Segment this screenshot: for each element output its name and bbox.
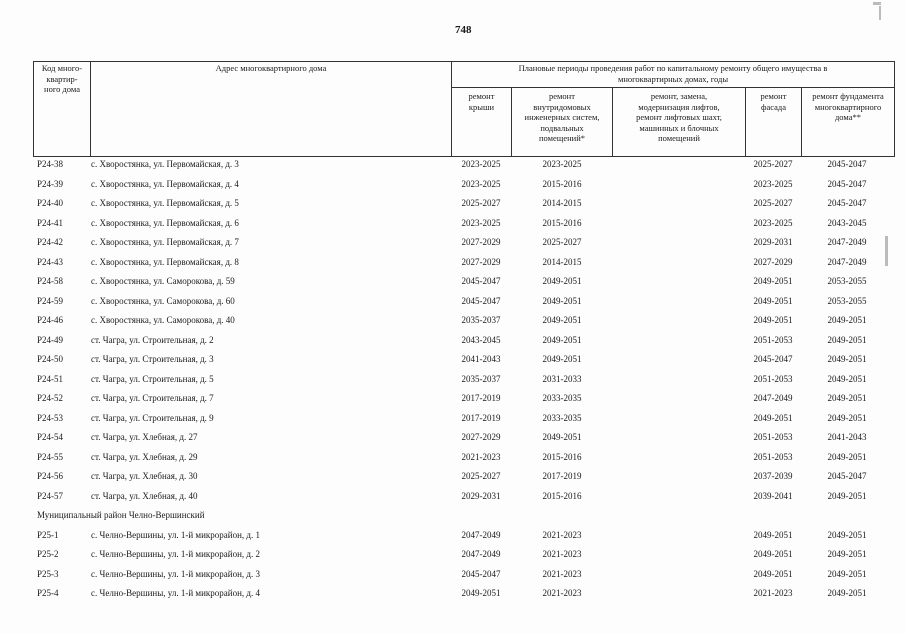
cell-roof: 2029-2031 — [461, 490, 501, 501]
cell-foundation: 2049-2051 — [827, 588, 867, 598]
cell-address: с. Хворостянка, ул. Первомайская, д. 7 — [91, 237, 239, 247]
cell-code: Р24-59 — [37, 295, 64, 306]
table-row — [33, 234, 895, 254]
cell-address: с. Хворостянка, ул. Первомайская, д. 4 — [91, 178, 239, 189]
page-number: 748 — [455, 24, 472, 36]
cell-facade: 2025-2027 — [753, 159, 793, 169]
cell-engineering: 2049-2051 — [542, 432, 582, 442]
cell-engineering: 2049-2051 — [542, 354, 582, 364]
cell-facade: 2051-2053 — [753, 373, 793, 384]
table-row — [33, 566, 895, 586]
cell-engineering: 2049-2051 — [542, 276, 582, 286]
cell-engineering: 2014-2015 — [542, 256, 582, 267]
cell-facade: 2049-2051 — [753, 295, 793, 306]
cell-code: Р24-42 — [37, 237, 64, 247]
cell-code: Р24-58 — [37, 276, 64, 286]
header-roof: ремонт крыши — [468, 91, 495, 112]
cell-roof: 2025-2027 — [461, 198, 501, 208]
cell-code: Р25-4 — [37, 588, 59, 598]
header-lifts: ремонт, замена, модернизация лифтов, ремонт лифтовых шахт, машинных и блочных помещений — [636, 91, 722, 143]
table-row — [33, 410, 895, 430]
cell-facade: 2029-2031 — [753, 237, 793, 247]
cell-foundation: 2047-2049 — [827, 237, 867, 247]
cell-code: Р24-50 — [37, 354, 64, 364]
cell-foundation: 2053-2055 — [827, 295, 867, 306]
cell-code: Р24-43 — [37, 256, 64, 267]
cell-engineering: 2015-2016 — [542, 451, 582, 462]
section-heading — [33, 507, 895, 527]
cell-roof: 2035-2037 — [461, 373, 501, 384]
cell-roof: 2035-2037 — [461, 315, 501, 325]
cell-roof: 2021-2023 — [461, 451, 501, 462]
cell-facade: 2021-2023 — [753, 588, 793, 598]
cell-facade: 2027-2029 — [753, 256, 793, 267]
cell-facade: 2049-2051 — [753, 549, 793, 559]
cell-roof: 2045-2047 — [461, 276, 501, 286]
cell-foundation: 2049-2051 — [827, 490, 867, 501]
cell-code: Р24-49 — [37, 334, 64, 345]
cell-address: с. Хворостянка, ул. Саморокова, д. 40 — [91, 315, 235, 325]
cell-address: ст. Чагра, ул. Строительная, д. 9 — [91, 412, 214, 423]
cell-engineering: 2049-2051 — [542, 315, 582, 325]
table-row — [33, 488, 895, 508]
cell-address: ст. Чагра, ул. Хлебная, д. 40 — [91, 490, 198, 501]
cell-roof: 2047-2049 — [461, 549, 501, 559]
cell-engineering: 2025-2027 — [542, 237, 582, 247]
cell-engineering: 2049-2051 — [542, 334, 582, 345]
table-row — [33, 429, 895, 449]
cell-engineering: 2021-2023 — [542, 529, 582, 540]
table-row — [33, 351, 895, 371]
cell-code: Р24-40 — [37, 198, 64, 208]
table-row — [33, 585, 895, 605]
cell-roof: 2027-2029 — [461, 256, 501, 267]
cell-facade: 2049-2051 — [753, 315, 793, 325]
cell-foundation: 2049-2051 — [827, 354, 867, 364]
header-sub-border — [451, 87, 895, 88]
cell-roof: 2023-2025 — [461, 178, 501, 189]
cell-facade: 2049-2051 — [753, 276, 793, 286]
cell-code: Р24-57 — [37, 490, 64, 501]
table-row — [33, 332, 895, 352]
cell-address: с. Хворостянка, ул. Первомайская, д. 5 — [91, 198, 239, 208]
header-periods: Плановые периоды проведения работ по капитальному ремонту общего имущества в многоквартирных домах, годы — [518, 63, 828, 84]
cell-address: с. Хворостянка, ул. Первомайская, д. 8 — [91, 256, 239, 267]
cell-foundation: 2045-2047 — [827, 159, 867, 169]
cell-engineering: 2049-2051 — [542, 295, 582, 306]
cell-address: с. Хворостянка, ул. Саморокова, д. 59 — [91, 276, 235, 286]
cell-address: ст. Чагра, ул. Хлебная, д. 30 — [91, 471, 198, 481]
cell-engineering: 2031-2033 — [542, 373, 582, 384]
cell-roof: 2027-2029 — [461, 237, 501, 247]
cell-facade: 2051-2053 — [753, 432, 793, 442]
scan-mark — [873, 2, 881, 5]
cell-roof: 2049-2051 — [461, 588, 501, 598]
cell-address: ст. Чагра, ул. Хлебная, д. 27 — [91, 432, 198, 442]
table-row — [33, 371, 895, 391]
cell-code: Р24-46 — [37, 315, 64, 325]
table-row — [33, 527, 895, 547]
table-row — [33, 546, 895, 566]
cell-facade: 2039-2041 — [753, 490, 793, 501]
cell-address: с. Хворостянка, ул. Первомайская, д. 3 — [91, 159, 239, 169]
cell-roof: 2043-2045 — [461, 334, 501, 345]
cell-facade: 2049-2051 — [753, 412, 793, 423]
cell-facade: 2051-2053 — [753, 334, 793, 345]
cell-foundation: 2049-2051 — [827, 315, 867, 325]
cell-roof: 2047-2049 — [461, 529, 501, 540]
table-row — [33, 293, 895, 313]
cell-foundation: 2049-2051 — [827, 529, 867, 540]
cell-address: ст. Чагра, ул. Строительная, д. 7 — [91, 393, 214, 403]
cell-engineering: 2014-2015 — [542, 198, 582, 208]
cell-code: Р25-1 — [37, 529, 59, 540]
cell-facade: 2047-2049 — [753, 393, 793, 403]
header-facade: ремонт фасада — [760, 91, 787, 112]
header-engineering: ремонт внутридомовых инженерных систем, подвальных помещений* — [524, 91, 600, 143]
cell-code: Р24-53 — [37, 412, 64, 423]
cell-foundation: 2049-2051 — [827, 393, 867, 403]
cell-address: ст. Чагра, ул. Строительная, д. 2 — [91, 334, 214, 345]
cell-roof: 2017-2019 — [461, 393, 501, 403]
cell-foundation: 2043-2045 — [827, 217, 867, 228]
cell-engineering: 2017-2019 — [542, 471, 582, 481]
cell-code: Р24-38 — [37, 159, 64, 169]
cell-engineering: 2015-2016 — [542, 217, 582, 228]
cell-facade: 2037-2039 — [753, 471, 793, 481]
cell-facade: 2049-2051 — [753, 529, 793, 540]
cell-engineering: 2033-2035 — [542, 412, 582, 423]
cell-address: с. Челно-Вершины, ул. 1-й микрорайон, д. 4 — [91, 588, 261, 598]
scan-mark — [879, 6, 881, 20]
header-foundation: ремонт фундамента многоквартирного дома** — [812, 91, 884, 122]
cell-code: Р24-52 — [37, 393, 64, 403]
cell-foundation: 2053-2055 — [827, 276, 867, 286]
table-row — [33, 390, 895, 410]
cell-foundation: 2049-2051 — [827, 334, 867, 345]
cell-foundation: 2049-2051 — [827, 568, 867, 579]
table-row — [33, 195, 895, 215]
cell-address: с. Челно-Вершины, ул. 1-й микрорайон, д. 1 — [91, 529, 261, 540]
cell-foundation: 2049-2051 — [827, 412, 867, 423]
table-row — [33, 215, 895, 235]
cell-code: Р25-2 — [37, 549, 59, 559]
cell-foundation: 2041-2043 — [827, 432, 867, 442]
header-address: Адрес многоквартирного дома — [215, 63, 327, 73]
cell-address: с. Челно-Вершины, ул. 1-й микрорайон, д. 3 — [91, 568, 261, 579]
cell-engineering: 2015-2016 — [542, 178, 582, 189]
table-row — [33, 273, 895, 293]
cell-address: ст. Чагра, ул. Хлебная, д. 29 — [91, 451, 198, 462]
cell-facade: 2023-2025 — [753, 217, 793, 228]
cell-facade: 2045-2047 — [753, 354, 793, 364]
cell-foundation: 2045-2047 — [827, 198, 867, 208]
table-row — [33, 254, 895, 274]
col-divider — [90, 61, 91, 156]
col-divider — [894, 61, 895, 156]
cell-code: Р24-41 — [37, 217, 64, 228]
cell-engineering: 2021-2023 — [542, 549, 582, 559]
cell-foundation: 2047-2049 — [827, 256, 867, 267]
cell-roof: 2025-2027 — [461, 471, 501, 481]
table-row — [33, 449, 895, 469]
cell-code: Р24-54 — [37, 432, 64, 442]
cell-code: Р24-55 — [37, 451, 64, 462]
cell-roof: 2023-2025 — [461, 159, 501, 169]
table-row — [33, 312, 895, 332]
table-body — [33, 156, 895, 605]
cell-roof: 2017-2019 — [461, 412, 501, 423]
cell-foundation: 2045-2047 — [827, 471, 867, 481]
section-title: Муниципальный район Челно-Вершинский — [37, 510, 205, 520]
header-top-border — [33, 61, 895, 62]
cell-address: с. Челно-Вершины, ул. 1-й микрорайон, д. 2 — [91, 549, 261, 559]
cell-code: Р24-51 — [37, 373, 64, 384]
cell-roof: 2027-2029 — [461, 432, 501, 442]
cell-facade: 2051-2053 — [753, 451, 793, 462]
cell-address: с. Хворостянка, ул. Саморокова, д. 60 — [91, 295, 235, 306]
table-row — [33, 156, 895, 176]
cell-foundation: 2049-2051 — [827, 451, 867, 462]
table-row — [33, 468, 895, 488]
cell-engineering: 2015-2016 — [542, 490, 582, 501]
cell-engineering: 2021-2023 — [542, 588, 582, 598]
header-code: Код много- квартир- ного дома — [41, 63, 83, 94]
cell-address: ст. Чагра, ул. Строительная, д. 3 — [91, 354, 214, 364]
cell-foundation: 2045-2047 — [827, 178, 867, 189]
cell-engineering: 2023-2025 — [542, 159, 582, 169]
cell-foundation: 2049-2051 — [827, 373, 867, 384]
cell-address: ст. Чагра, ул. Строительная, д. 5 — [91, 373, 214, 384]
cell-roof: 2023-2025 — [461, 217, 501, 228]
cell-facade: 2023-2025 — [753, 178, 793, 189]
cell-engineering: 2033-2035 — [542, 393, 582, 403]
cell-roof: 2045-2047 — [461, 295, 501, 306]
cell-foundation: 2049-2051 — [827, 549, 867, 559]
table-row — [33, 176, 895, 196]
cell-facade: 2049-2051 — [753, 568, 793, 579]
cell-code: Р24-39 — [37, 178, 64, 189]
cell-address: с. Хворостянка, ул. Первомайская, д. 6 — [91, 217, 239, 228]
cell-engineering: 2021-2023 — [542, 568, 582, 579]
cell-roof: 2041-2043 — [461, 354, 501, 364]
cell-facade: 2025-2027 — [753, 198, 793, 208]
cell-code: Р24-56 — [37, 471, 64, 481]
cell-code: Р25-3 — [37, 568, 59, 579]
cell-roof: 2045-2047 — [461, 568, 501, 579]
